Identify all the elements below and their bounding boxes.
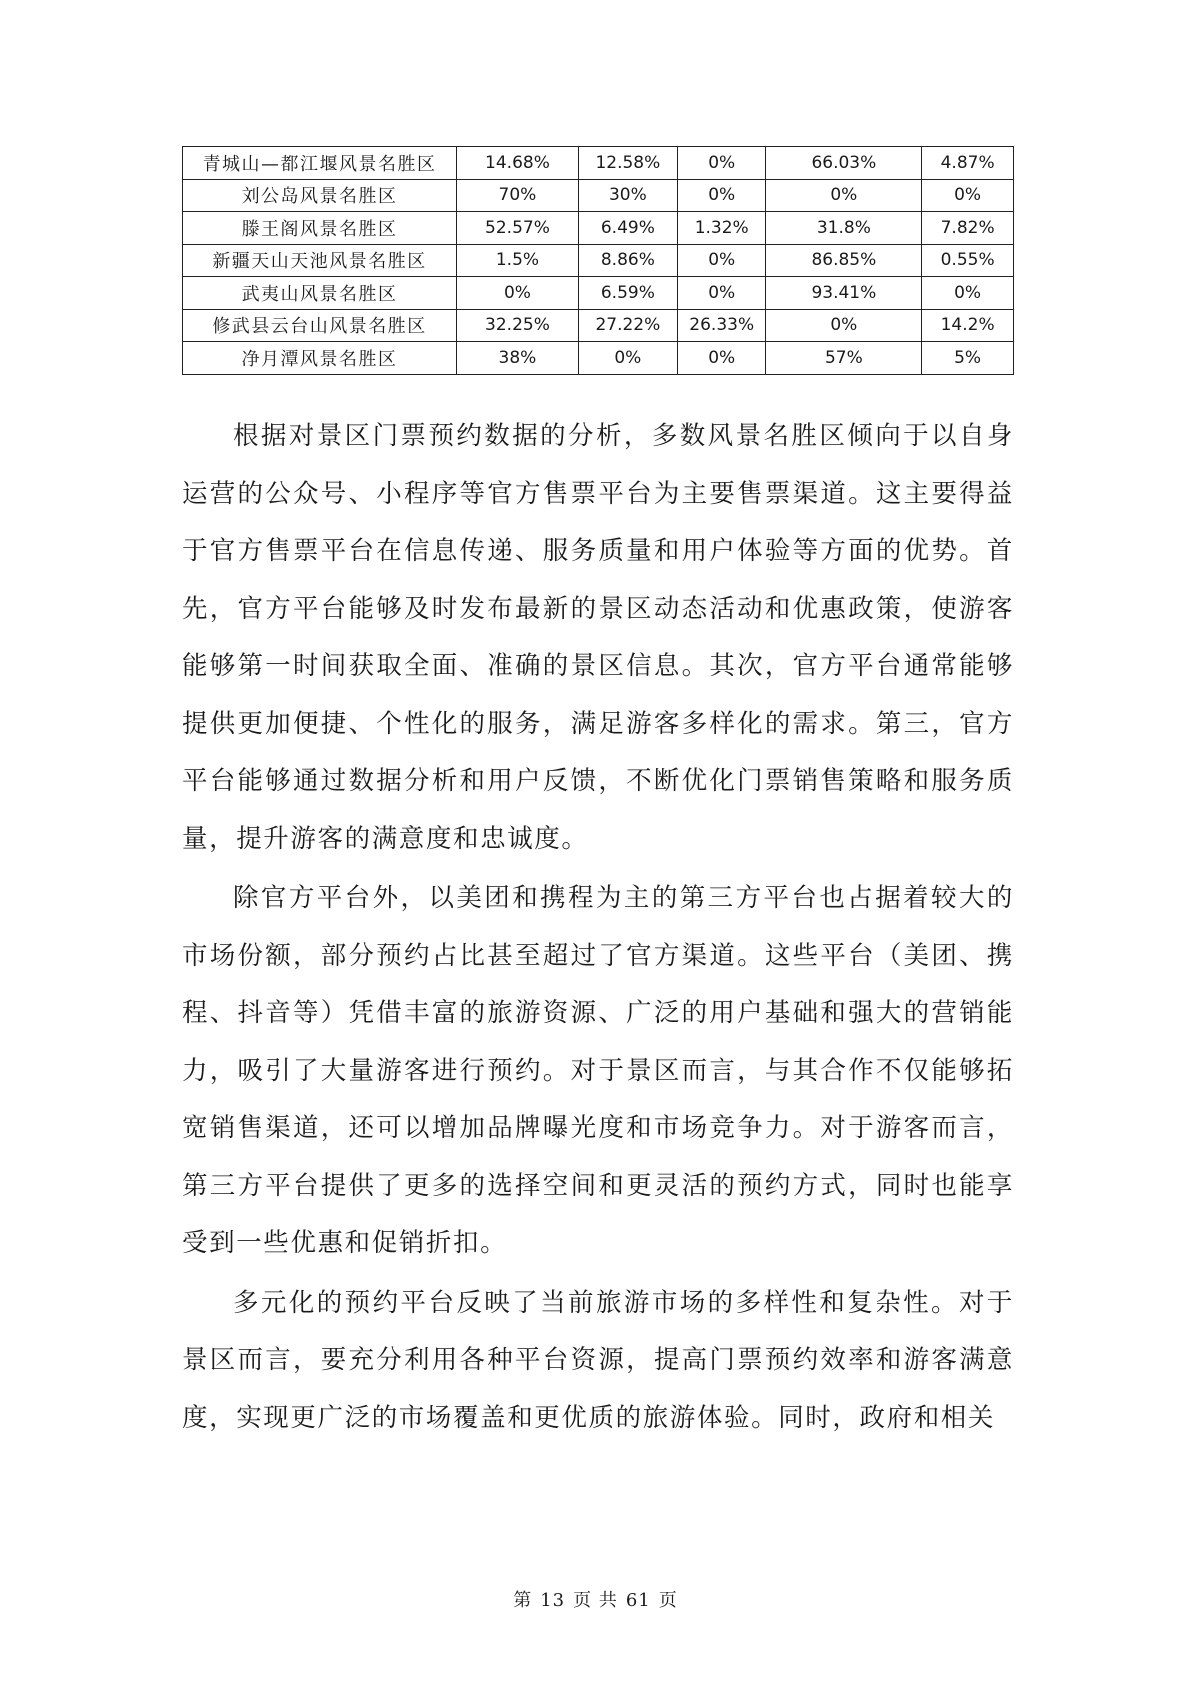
page-footer: [0, 1586, 1191, 1612]
scenic-area-name: 武夷山风景名胜区: [183, 277, 457, 310]
table-cell: 4.87%: [922, 147, 1014, 180]
table-cell: 57%: [766, 342, 922, 375]
footer-suffix: 页: [658, 1590, 678, 1611]
table-cell: 27.22%: [578, 309, 677, 342]
table-cell: 5%: [922, 342, 1014, 375]
paragraph-official-platforms: 根据对景区门票预约数据的分析，多数风景名胜区倾向于以自身运营的公众号、小程序等官方售票平台为主要售票渠道。这主要得益于官方售票平台在信息传递、服务质量和用户体验等方面的优势。首先，官方平台能够及时发布最新的景区动态活动和优惠政策，使游客能够第一时间获取全面、准确的景区信息。其次，官方平台通常能够提供更加便捷、个性化的服务，满足游客多样化的需求。第三，官方平台能够通过数据分析和用户反馈，不断优化门票销售策略和服务质量，提升游客的满意度和忠诚度。: [182, 421, 1014, 854]
table-cell: 0.55%: [922, 244, 1014, 277]
table-cell: 0%: [677, 277, 766, 310]
table-cell: 0%: [922, 179, 1014, 212]
table-cell: 32.25%: [457, 309, 579, 342]
paragraph-third-party-platforms: 除官方平台外，以美团和携程为主的第三方平台也占据着较大的市场份额，部分预约占比甚至超过了官方渠道。这些平台（美团、携程、抖音等）凭借丰富的旅游资源、广泛的用户基础和强大的营销能力，吸引了大量游客进行预约。对于景区而言，与其合作不仅能够拓宽销售渠道，还可以增加品牌曝光度和市场竞争力。对于游客而言，第三方平台提供了更多的选择空间和更灵活的预约方式，同时也能享受到一些优惠和促销折扣。: [182, 883, 1014, 1258]
footer-middle: 页 共: [573, 1590, 618, 1611]
table-cell: 0%: [677, 147, 766, 180]
table-row: [183, 342, 1014, 375]
table-cell: 0%: [922, 277, 1014, 310]
table-cell: 31.8%: [766, 212, 922, 245]
current-page-number: 13: [540, 1590, 566, 1611]
table-row: [183, 244, 1014, 277]
table-cell: 52.57%: [457, 212, 579, 245]
table-row: [183, 277, 1014, 310]
paragraph-diversified-platforms: 多元化的预约平台反映了当前旅游市场的多样性和复杂性。对于景区而言，要充分利用各种平台资源，提高门票预约效率和游客满意度，实现更广泛的市场覆盖和更优质的旅游体验。同时，政府和相关: [182, 1287, 1014, 1433]
table-cell: 8.86%: [578, 244, 677, 277]
scenic-area-name: 青城山—都江堰风景名胜区: [183, 147, 457, 180]
table-row: [183, 147, 1014, 180]
table-cell: 70%: [457, 179, 579, 212]
footer-prefix: 第: [513, 1590, 533, 1611]
scenic-area-name: 滕王阁风景名胜区: [183, 212, 457, 245]
scenic-area-name: 净月潭风景名胜区: [183, 342, 457, 375]
table-cell: 0%: [677, 244, 766, 277]
table-cell: 0%: [677, 342, 766, 375]
table-cell: 66.03%: [766, 147, 922, 180]
table-cell: 30%: [578, 179, 677, 212]
table-row: [183, 179, 1014, 212]
table-cell: 26.33%: [677, 309, 766, 342]
table-cell: 38%: [457, 342, 579, 375]
total-page-number: 61: [625, 1590, 651, 1611]
table-cell: 0%: [578, 342, 677, 375]
table-row: [183, 212, 1014, 245]
table-cell: 14.2%: [922, 309, 1014, 342]
table-cell: 0%: [457, 277, 579, 310]
table-cell: 0%: [766, 179, 922, 212]
table-cell: 93.41%: [766, 277, 922, 310]
table-row: [183, 309, 1014, 342]
table-cell: 0%: [766, 309, 922, 342]
table-cell: 12.58%: [578, 147, 677, 180]
table-cell: 6.49%: [578, 212, 677, 245]
body-text: [182, 408, 1014, 1449]
table-cell: 1.5%: [457, 244, 579, 277]
table-cell: 6.59%: [578, 277, 677, 310]
scenic-area-name: 新疆天山天池风景名胜区: [183, 244, 457, 277]
table-cell: 7.82%: [922, 212, 1014, 245]
booking-channel-table: [182, 146, 1014, 375]
table-cell: 0%: [677, 179, 766, 212]
table-cell: 1.32%: [677, 212, 766, 245]
scenic-area-name: 刘公岛风景名胜区: [183, 179, 457, 212]
table-cell: 14.68%: [457, 147, 579, 180]
table-cell: 86.85%: [766, 244, 922, 277]
scenic-area-name: 修武县云台山风景名胜区: [183, 309, 457, 342]
